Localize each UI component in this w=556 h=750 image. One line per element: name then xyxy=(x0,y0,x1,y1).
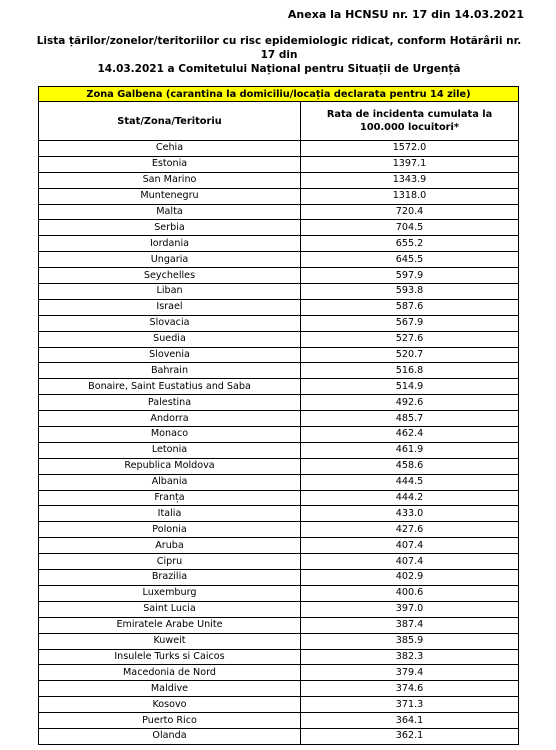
rate-cell: 461.9 xyxy=(301,442,519,458)
country-cell: Brazilia xyxy=(39,570,301,586)
table-row xyxy=(39,522,519,538)
table-row xyxy=(39,427,519,443)
rate-cell: 514.9 xyxy=(301,379,519,395)
rate-cell: 655.2 xyxy=(301,236,519,252)
rate-cell: 364.1 xyxy=(301,713,519,729)
rate-cell: 704.5 xyxy=(301,220,519,236)
table-row xyxy=(39,347,519,363)
rate-cell: 1397.1 xyxy=(301,156,519,172)
country-cell: San Marino xyxy=(39,172,301,188)
table-row xyxy=(39,156,519,172)
table-row xyxy=(39,665,519,681)
table-row xyxy=(39,458,519,474)
rate-header-line-1: Rata de incidenta cumulata la xyxy=(326,109,493,120)
country-cell: Insulele Turks si Caicos xyxy=(39,649,301,665)
rate-cell: 1572.0 xyxy=(301,141,519,157)
rate-cell: 593.8 xyxy=(301,284,519,300)
country-cell: Muntenegru xyxy=(39,188,301,204)
yellow-zone-table xyxy=(38,86,519,745)
country-column-header: Stat/Zona/Teritoriu xyxy=(39,102,301,141)
table-row xyxy=(39,506,519,522)
rate-cell: 374.6 xyxy=(301,681,519,697)
table-row xyxy=(39,379,519,395)
table-row xyxy=(39,585,519,601)
country-cell: Saint Lucia xyxy=(39,601,301,617)
table-row xyxy=(39,315,519,331)
country-cell: Suedia xyxy=(39,331,301,347)
table-row xyxy=(39,474,519,490)
rate-cell: 597.9 xyxy=(301,268,519,284)
rate-cell: 444.5 xyxy=(301,474,519,490)
table-row xyxy=(39,220,519,236)
country-cell: Italia xyxy=(39,506,301,522)
rate-cell: 587.6 xyxy=(301,299,519,315)
rate-cell: 371.3 xyxy=(301,697,519,713)
table-row xyxy=(39,538,519,554)
rate-cell: 433.0 xyxy=(301,506,519,522)
rate-cell: 362.1 xyxy=(301,728,519,744)
country-cell: Estonia xyxy=(39,156,301,172)
rate-column-header xyxy=(301,102,519,141)
rate-cell: 485.7 xyxy=(301,411,519,427)
rate-cell: 458.6 xyxy=(301,458,519,474)
country-cell: Palestina xyxy=(39,395,301,411)
country-cell: Puerto Rico xyxy=(39,713,301,729)
rate-cell: 444.2 xyxy=(301,490,519,506)
table-row xyxy=(39,236,519,252)
table-row xyxy=(39,554,519,570)
table-row xyxy=(39,252,519,268)
table-row xyxy=(39,172,519,188)
table-row xyxy=(39,617,519,633)
rate-cell: 400.6 xyxy=(301,585,519,601)
country-cell: Monaco xyxy=(39,427,301,443)
table-row xyxy=(39,442,519,458)
table-row xyxy=(39,601,519,617)
rate-cell: 427.6 xyxy=(301,522,519,538)
country-cell: Slovenia xyxy=(39,347,301,363)
country-cell: Olanda xyxy=(39,728,301,744)
rate-header-line-2: 100.000 locuitori* xyxy=(360,122,459,133)
country-cell: Albania xyxy=(39,474,301,490)
rate-cell: 720.4 xyxy=(301,204,519,220)
document-title-line-1: Lista țărilor/zonelor/teritoriilor cu risc epidemiologic ridicat, conform Hotărârii nr. 17 din xyxy=(36,35,522,61)
rate-cell: 1318.0 xyxy=(301,188,519,204)
rate-cell: 462.4 xyxy=(301,427,519,443)
table-row xyxy=(39,728,519,744)
table-row xyxy=(39,411,519,427)
rate-cell: 516.8 xyxy=(301,363,519,379)
rate-cell: 645.5 xyxy=(301,252,519,268)
rate-cell: 382.3 xyxy=(301,649,519,665)
country-cell: Andorra xyxy=(39,411,301,427)
country-cell: Kuweit xyxy=(39,633,301,649)
country-cell: Bahrain xyxy=(39,363,301,379)
zone-header-row xyxy=(39,87,519,102)
table-row xyxy=(39,204,519,220)
country-cell: Bonaire, Saint Eustatius and Saba xyxy=(39,379,301,395)
table-row xyxy=(39,490,519,506)
rate-cell: 397.0 xyxy=(301,601,519,617)
rate-cell: 407.4 xyxy=(301,538,519,554)
country-cell: Letonia xyxy=(39,442,301,458)
country-cell: Seychelles xyxy=(39,268,301,284)
country-cell: Emiratele Arabe Unite xyxy=(39,617,301,633)
country-cell: Serbia xyxy=(39,220,301,236)
country-cell: Maldive xyxy=(39,681,301,697)
document-title-line-2: 14.03.2021 a Comitetului Național pentru Situații de Urgență xyxy=(97,63,461,75)
column-header-row xyxy=(39,102,519,141)
table-body xyxy=(39,141,519,745)
rate-cell: 492.6 xyxy=(301,395,519,411)
table-row xyxy=(39,331,519,347)
country-cell: Israel xyxy=(39,299,301,315)
table-row xyxy=(39,649,519,665)
rate-cell: 527.6 xyxy=(301,331,519,347)
country-cell: Liban xyxy=(39,284,301,300)
country-cell: Republica Moldova xyxy=(39,458,301,474)
country-cell: Iordania xyxy=(39,236,301,252)
zone-label: Zona Galbena (carantina la domiciliu/locația declarata pentru 14 zile) xyxy=(39,87,519,102)
country-cell: Macedonia de Nord xyxy=(39,665,301,681)
document-title xyxy=(28,34,530,76)
table-row xyxy=(39,395,519,411)
table-row xyxy=(39,268,519,284)
country-cell: Malta xyxy=(39,204,301,220)
rate-cell: 379.4 xyxy=(301,665,519,681)
rate-cell: 385.9 xyxy=(301,633,519,649)
rate-cell: 567.9 xyxy=(301,315,519,331)
table-row xyxy=(39,188,519,204)
country-cell: Kosovo xyxy=(39,697,301,713)
rate-cell: 520.7 xyxy=(301,347,519,363)
country-cell: Aruba xyxy=(39,538,301,554)
country-cell: Ungaria xyxy=(39,252,301,268)
rate-cell: 402.9 xyxy=(301,570,519,586)
country-cell: Cipru xyxy=(39,554,301,570)
table-row xyxy=(39,363,519,379)
table-row xyxy=(39,570,519,586)
rate-cell: 1343.9 xyxy=(301,172,519,188)
rate-cell: 387.4 xyxy=(301,617,519,633)
country-cell: Cehia xyxy=(39,141,301,157)
country-cell: Polonia xyxy=(39,522,301,538)
table-row xyxy=(39,713,519,729)
country-cell: Luxemburg xyxy=(39,585,301,601)
annex-reference: Anexa la HCNSU nr. 17 din 14.03.2021 xyxy=(287,8,524,21)
table-row xyxy=(39,299,519,315)
rate-cell: 407.4 xyxy=(301,554,519,570)
table-row xyxy=(39,141,519,157)
country-cell: Franța xyxy=(39,490,301,506)
table-row xyxy=(39,681,519,697)
table-row xyxy=(39,697,519,713)
table-row xyxy=(39,284,519,300)
country-cell: Slovacia xyxy=(39,315,301,331)
table-row xyxy=(39,633,519,649)
